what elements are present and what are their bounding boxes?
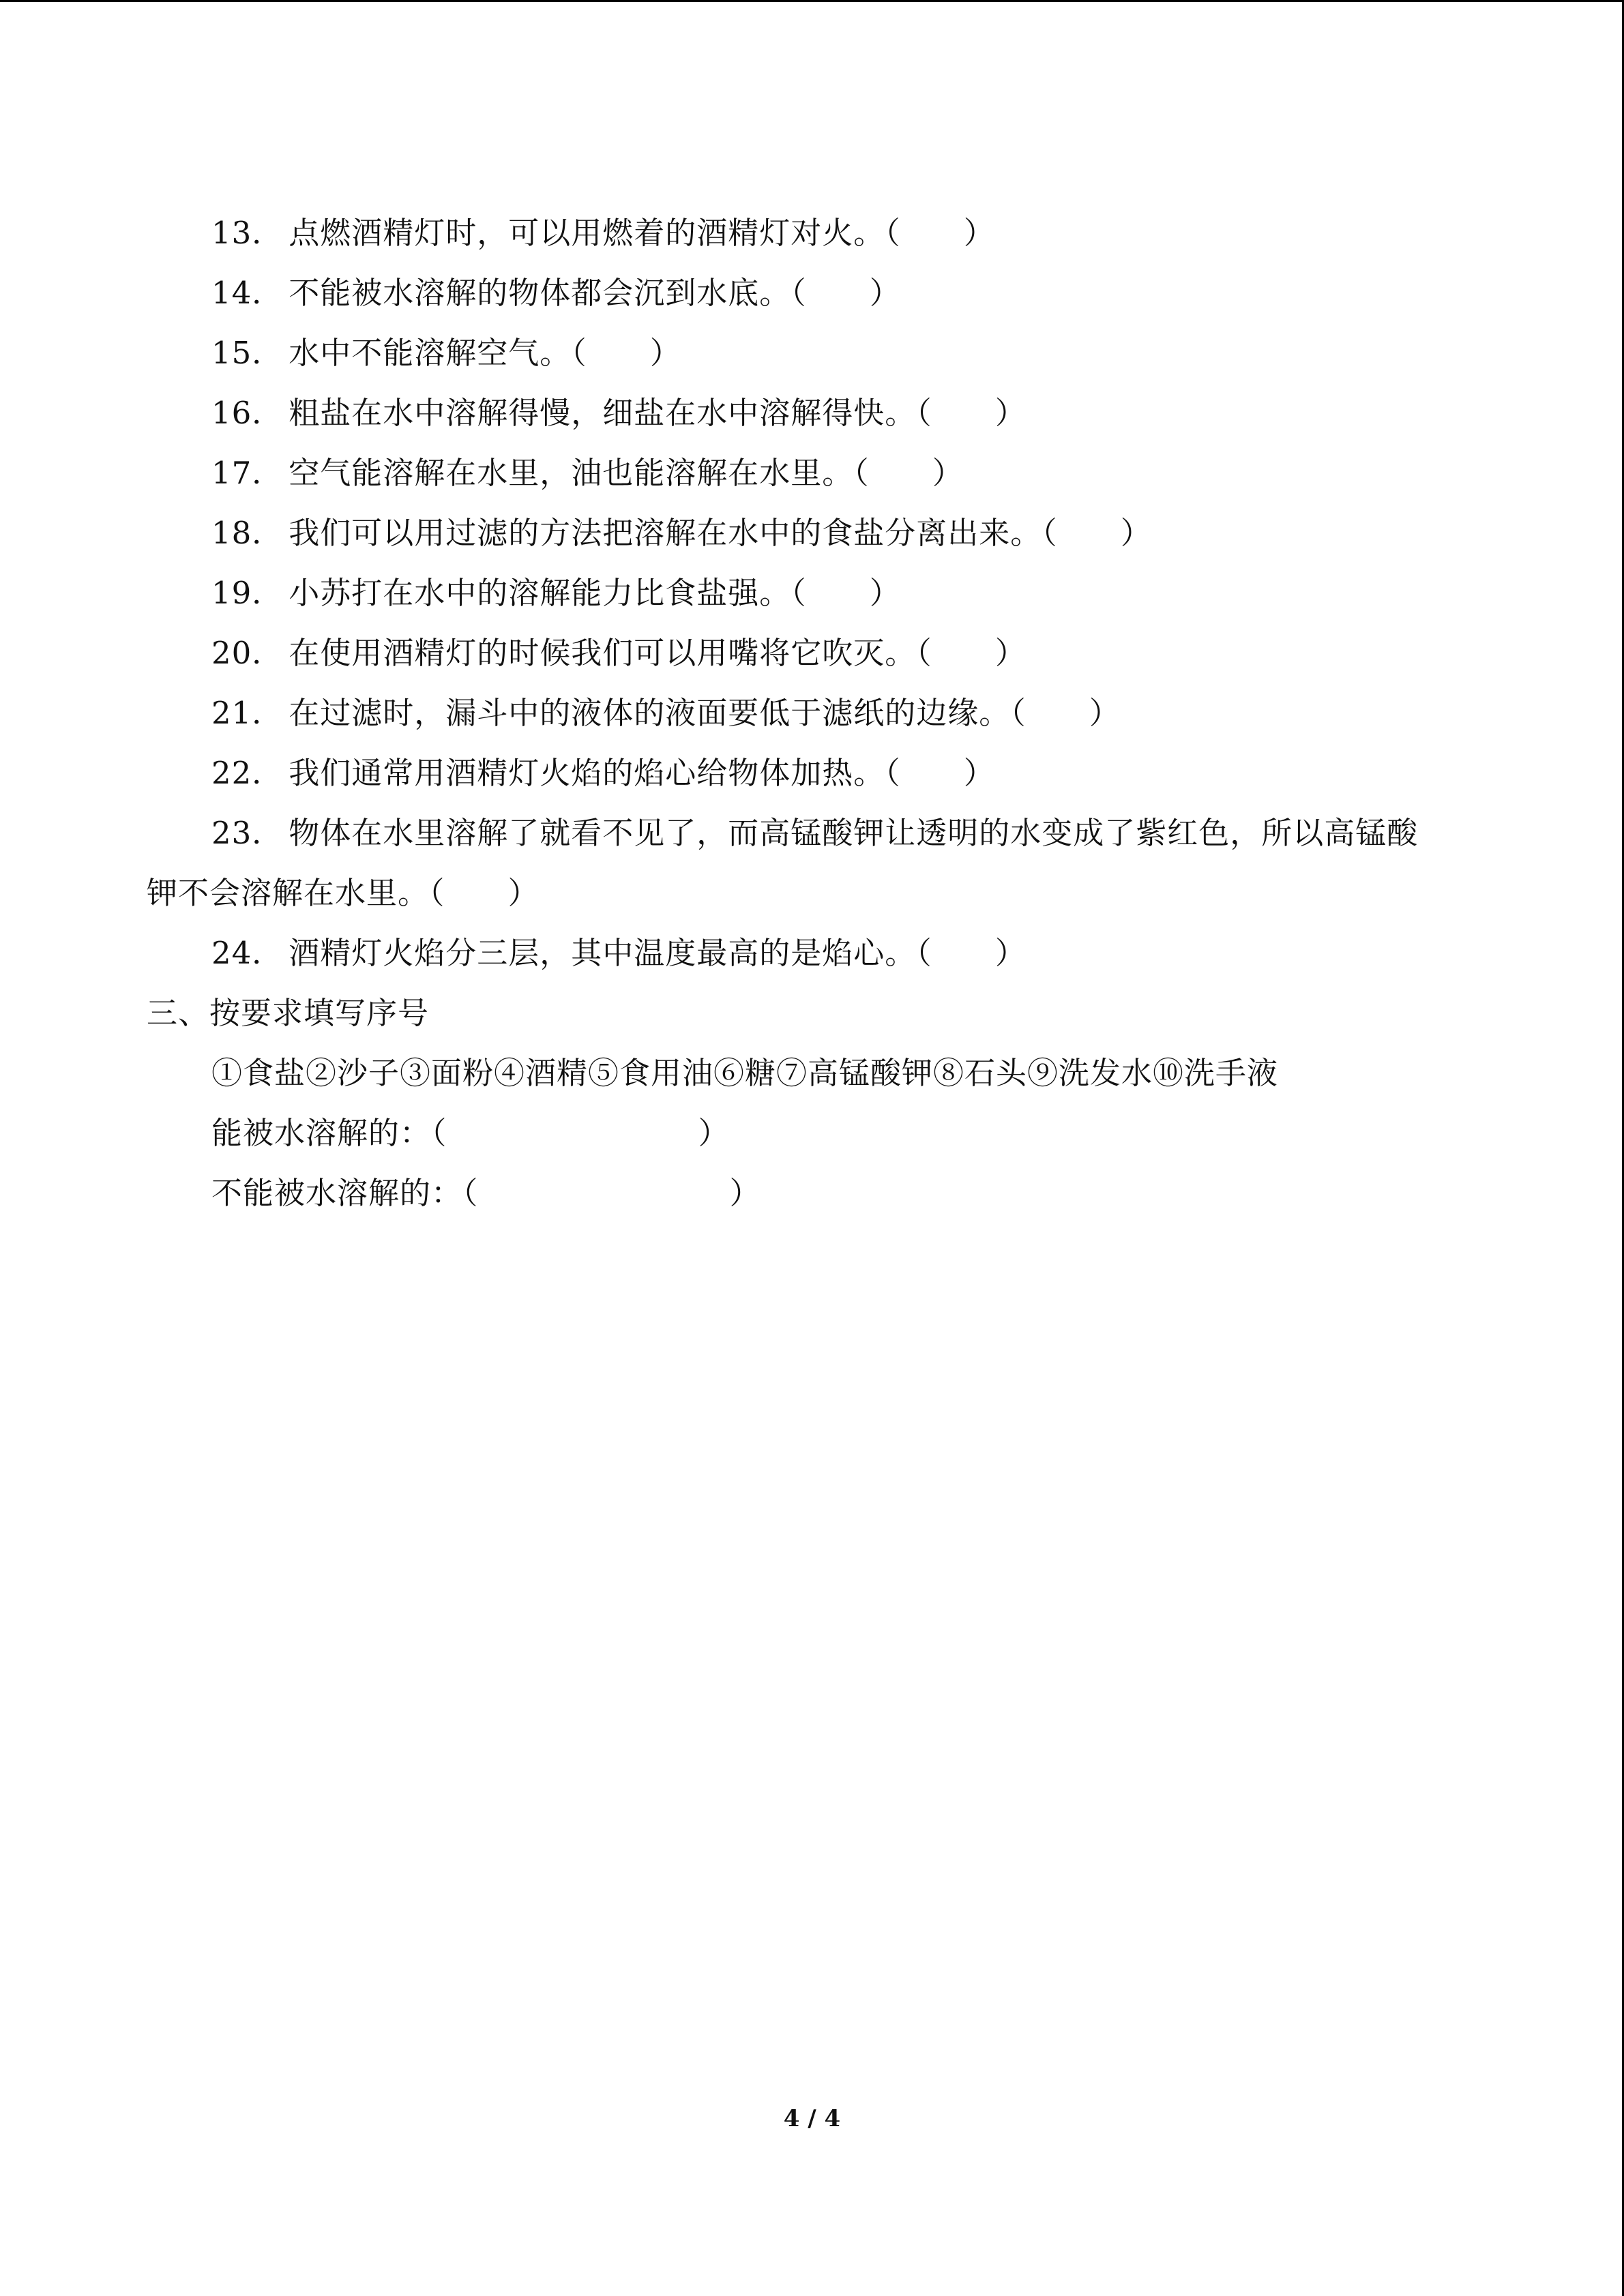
question-23 xyxy=(211,813,1418,854)
question-text: 我们可以用过滤的方法把溶解在水中的食盐分离出来。（ ） xyxy=(289,515,1152,551)
question-text: 粗盐在水中溶解得慢，细盐在水中溶解得快。（ ） xyxy=(289,395,1027,431)
question-text: 空气能溶解在水里，油也能溶解在水里。（ ） xyxy=(289,455,964,491)
question-number: 13． xyxy=(211,215,284,251)
page-top-border xyxy=(0,0,1624,2)
question-number: 21． xyxy=(211,695,284,731)
question-text-continuation: 钾不会溶解在水里。（ ） xyxy=(147,875,540,911)
question-text: 不能被水溶解的物体都会沉到水底。（ ） xyxy=(289,275,901,311)
question-text: 酒精灯火焰分三层，其中温度最高的是焰心。（ ） xyxy=(289,935,1027,971)
question-number: 24． xyxy=(211,935,284,971)
insoluble-answer-line: 不能被水溶解的：（ ） xyxy=(211,1175,761,1211)
question-24 xyxy=(211,933,1027,974)
section-3-heading: 三、按要求填写序号 xyxy=(147,995,430,1031)
question-22 xyxy=(211,753,995,794)
question-text: 物体在水里溶解了就看不见了，而高锰酸钾让透明的水变成了紫红色，所以高锰酸 xyxy=(289,815,1419,851)
question-text: 水中不能溶解空气。（ ） xyxy=(289,335,681,371)
page-number: 4 / 4 xyxy=(783,2105,841,2132)
question-23-continuation xyxy=(147,873,540,914)
question-number: 20． xyxy=(211,635,284,671)
substance-list: ①食盐②沙子③面粉④酒精⑤食用油⑥糖⑦高锰酸钾⑧石头⑨洗发水⑩洗手液 xyxy=(211,1055,1279,1091)
question-number: 22． xyxy=(211,755,284,791)
question-text: 我们通常用酒精灯火焰的焰心给物体加热。（ ） xyxy=(289,755,995,791)
question-16 xyxy=(211,393,1027,434)
question-number: 16． xyxy=(211,395,284,431)
question-number: 23． xyxy=(211,815,284,851)
question-text: 在过滤时，漏斗中的液体的液面要低于滤纸的边缘。（ ） xyxy=(289,695,1121,731)
question-text: 点燃酒精灯时，可以用燃着的酒精灯对火。（ ） xyxy=(289,215,995,251)
question-17 xyxy=(211,453,964,494)
question-14 xyxy=(211,273,901,314)
question-text: 在使用酒精灯的时候我们可以用嘴将它吹灭。（ ） xyxy=(289,635,1027,671)
question-number: 18． xyxy=(211,515,284,551)
question-number: 15． xyxy=(211,335,284,371)
question-20 xyxy=(211,633,1027,674)
question-number: 17． xyxy=(211,455,284,491)
soluble-answer-line: 能被水溶解的：（ ） xyxy=(211,1115,730,1151)
question-18 xyxy=(211,513,1152,554)
question-number: 14． xyxy=(211,275,284,311)
question-21 xyxy=(211,693,1121,734)
question-text: 小苏打在水中的溶解能力比食盐强。（ ） xyxy=(289,575,901,611)
question-19 xyxy=(211,573,901,614)
question-13 xyxy=(211,213,995,254)
question-number: 19． xyxy=(211,575,284,611)
question-15 xyxy=(211,333,681,374)
